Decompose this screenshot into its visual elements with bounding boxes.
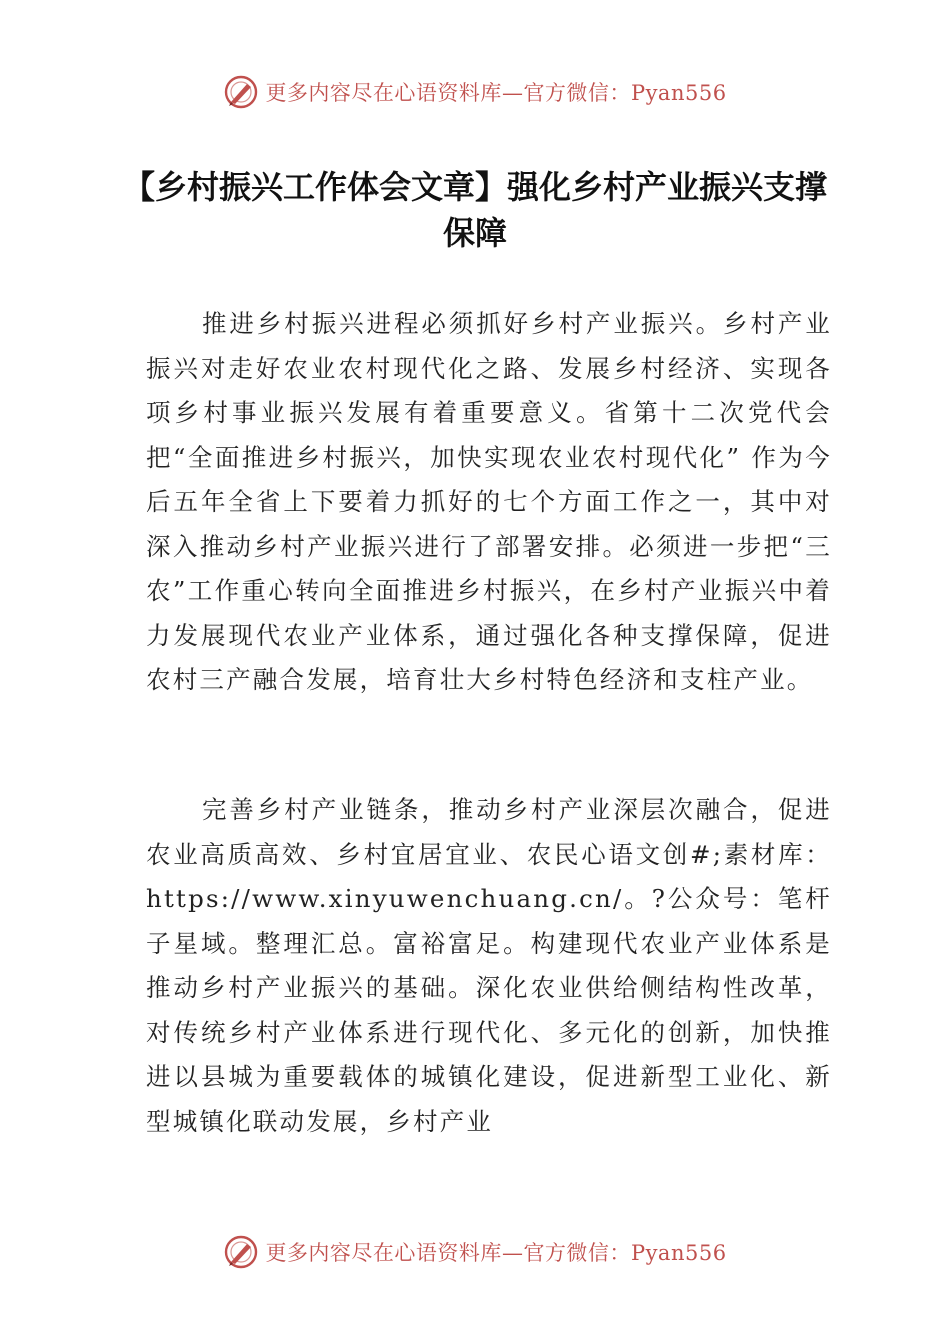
watermark-text [265, 1237, 726, 1267]
watermark-wechat-label: 官方微信： [523, 81, 631, 105]
watermark-wechat-id: Pyan556 [630, 1241, 727, 1265]
watermark-separator: — [501, 1241, 524, 1265]
watermark-prefix: 更多内容尽在心语资料库 [265, 81, 502, 105]
document-title: 【乡村振兴工作体会文章】强化乡村产业振兴支撑保障 [122, 168, 827, 252]
pen-circle-logo-icon [223, 74, 259, 110]
watermark-wechat-label: 官方微信： [523, 1241, 631, 1265]
watermark-text [265, 77, 726, 107]
header-watermark [0, 72, 950, 112]
pen-circle-logo-icon [223, 1234, 259, 1270]
footer-watermark [0, 1232, 950, 1272]
watermark-separator: — [501, 81, 524, 105]
body-paragraph-1: 推进乡村振兴进程必须抓好乡村产业振兴。乡村产业振兴对走好农业农村现代化之路、发展乡村经济、实现各项乡村事业振兴发展有着重要意义。省第十二次党代会把“全面推进乡村振兴，加快实现农业农村现代化” 作为今后五年全省上下要着力抓好的七个方面工作之一，其中对深入推动乡村产业振兴进行了部署安排。必须进一步把“三农”工作重心转向全面推进乡村振兴，在乡村产业振兴中着力发展现代农业产业体系，通过强化各种支撑保障，促进农村三产融合发展，培育壮大乡村特色经济和支柱产业。 [146, 309, 832, 694]
watermark-prefix: 更多内容尽在心语资料库 [265, 1241, 502, 1265]
body-paragraph-2: 完善乡村产业链条，推动乡村产业深层次融合，促进农业高质高效、乡村宜居宜业、农民心语文创#;素材库：https://www.xinyuwenchuang.cn/。?公众号：笔杆子星域。整理汇总。富裕富足。构建现代农业产业体系是推动乡村产业振兴的基础。深化农业供给侧结构性改革，对传统乡村产业体系进行现代化、多元化的创新，加快推进以县城为重要载体的城镇化建设，促进新型工业化、新型城镇化联动发展，乡村产业 [146, 795, 832, 1136]
watermark-wechat-id: Pyan556 [630, 81, 727, 105]
